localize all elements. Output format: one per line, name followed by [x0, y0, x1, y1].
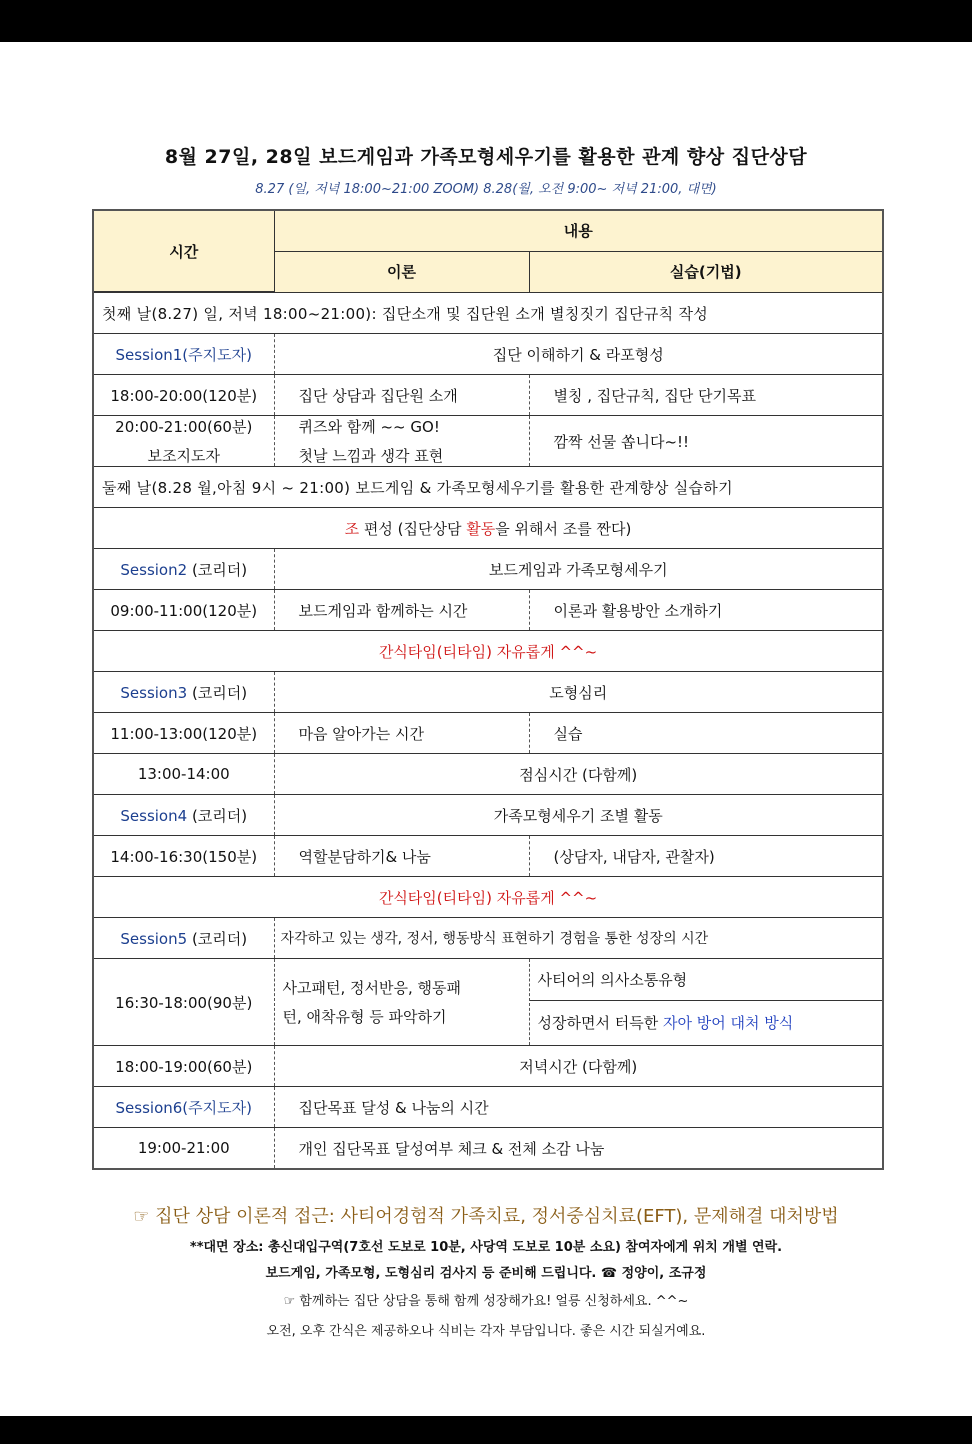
- table-row: [94, 1128, 882, 1169]
- row-practice: 실습: [529, 713, 882, 754]
- session6-label: Session6(주지도자): [94, 1087, 274, 1128]
- top-black-bar: [0, 0, 972, 42]
- row-time-line1: 20:00-21:00(60분): [115, 418, 253, 436]
- session4-title: 가족모형세우기 조별 활동: [274, 795, 882, 836]
- dinner-time: 18:00-19:00(60분): [94, 1046, 274, 1087]
- table-row: [94, 508, 882, 549]
- row-time: 16:30-18:00(90분): [94, 959, 274, 1046]
- row-time: 14:00-16:30(150분): [94, 836, 274, 877]
- header-content: 내용: [274, 211, 882, 251]
- session4-label: [94, 795, 274, 836]
- session1-label: Session1(주지도자): [94, 334, 274, 375]
- session2-title: 보드게임과 가족모형세우기: [274, 549, 882, 590]
- table-row: [94, 836, 882, 877]
- session1-title: 집단 이해하기 & 라포형성: [274, 334, 882, 375]
- table-row: [94, 292, 882, 334]
- table-row: [94, 334, 882, 375]
- practice2-highlight: 자아 방어 대처 방식: [662, 1013, 794, 1032]
- row-practice: 별칭 , 집단규칙, 집단 단기목표: [529, 375, 882, 416]
- session2-label: [94, 549, 274, 590]
- snack-time-2: 간식타임(티타임) 자유롭게 ^^~: [94, 877, 882, 918]
- row-practice-line1: 사티어의 의사소통유형: [530, 960, 883, 1001]
- table-row: [94, 590, 882, 631]
- venue-note: **대면 장소: 총신대입구역(7호선 도보로 10분, 사당역 도보로 10분 소요) 참여자에게 위치 개별 연락.: [189, 1240, 783, 1255]
- prep-note: 보드게임, 가족모형, 도형심리 검사지 등 준비해 드립니다. ☎ 정양이, 조규정: [265, 1266, 707, 1281]
- table-row: [94, 959, 882, 1046]
- table-row: [94, 1046, 882, 1087]
- lunch-text: 점심시간 (다함께): [274, 754, 882, 795]
- row-theory: 집단 상담과 집단원 소개: [274, 375, 529, 416]
- group-rest: 을 위해서 조를 짠다): [495, 519, 632, 538]
- table-row: [94, 795, 882, 836]
- session5-label: [94, 918, 274, 959]
- group-pre: 조: [344, 519, 360, 538]
- theory-approach: ☞ 집단 상담 이론적 접근: 사티어경험적 가족치료, 정서중심치료(EFT), 문제해결 대처방법: [133, 1206, 839, 1227]
- invite-note: ☞ 함께하는 집단 상담을 통해 함께 성장해가요! 얼릉 신청하세요. ^^~: [283, 1294, 689, 1309]
- header-practice: 실습(기법): [529, 251, 882, 292]
- row-theory: 마음 알아가는 시간: [274, 713, 529, 754]
- schedule-table: [92, 209, 884, 1170]
- table-row: [94, 631, 882, 672]
- session5-name: Session5: [120, 929, 188, 948]
- session5-title: 자각하고 있는 생각, 정서, 행동방식 표현하기 경험을 통한 성장의 시간: [274, 918, 882, 959]
- bottom-black-bar: [0, 1416, 972, 1444]
- row-theory-line1: 사고패턴, 정서반응, 행동패: [282, 979, 461, 997]
- row-practice: 이론과 활용방안 소개하기: [529, 590, 882, 631]
- group-activity: 활동: [466, 519, 496, 538]
- row-theory-line2: 첫날 느낌과 생각 표현: [298, 447, 444, 465]
- lunch-time: 13:00-14:00: [94, 754, 274, 795]
- row-theory-line2: 턴, 애착유형 등 파악하기: [282, 1008, 447, 1026]
- row-theory-line1: 퀴즈와 함께 ~~ GO!: [298, 418, 440, 436]
- session2-role: (코리더): [191, 560, 248, 579]
- session2-name: Session2: [120, 560, 188, 579]
- schedule-subtitle: 8.27 (일, 저녁 18:00~21:00 ZOOM) 8.28(월, 오전 9:00~ 저녁 21:00, 대면): [255, 182, 717, 197]
- session3-label: [94, 672, 274, 713]
- row-time: 09:00-11:00(120분): [94, 590, 274, 631]
- session5-role: (코리더): [191, 929, 248, 948]
- session3-title: 도형심리: [274, 672, 882, 713]
- meal-note: 오전, 오후 간식은 제공하오나 식비는 각자 부담입니다. 좋은 시간 되실거예요.: [266, 1324, 706, 1339]
- practice2-prefix: 성장하면서 터득한: [537, 1013, 663, 1032]
- header-theory: 이론: [274, 251, 529, 292]
- row-practice: 깜짝 선물 쏩니다~!!: [529, 416, 882, 467]
- row-time-line2: 보조지도자: [147, 447, 220, 465]
- header-time: 시간: [94, 211, 274, 292]
- row-practice: (상담자, 내담자, 관찰자): [529, 836, 882, 877]
- page-title: 8월 27일, 28일 보드게임과 가족모형세우기를 활용한 관계 향상 집단상담: [164, 146, 808, 168]
- table-row: [94, 549, 882, 590]
- table-row: [94, 713, 882, 754]
- row-time: 11:00-13:00(120분): [94, 713, 274, 754]
- row-practice-line2: [538, 1001, 875, 1045]
- day1-heading: 첫째 날(8.27) 일, 저녁 18:00~21:00): 집단소개 및 집단원 소개 별칭짓기 집단규칙 작성: [94, 292, 882, 334]
- group-formation: [94, 508, 882, 549]
- row-time: 18:00-20:00(120분): [94, 375, 274, 416]
- table-row: [94, 375, 882, 416]
- snack-time-1: 간식타임(티타임) 자유롭게 ^^~: [94, 631, 882, 672]
- table-row: [94, 1087, 882, 1128]
- row-practice: [529, 959, 882, 1046]
- table-row: [94, 672, 882, 713]
- table-row: [94, 467, 882, 508]
- table-row: [94, 918, 882, 959]
- session6-title: 집단목표 달성 & 나눔의 시간: [274, 1087, 882, 1128]
- table-row: [94, 416, 882, 467]
- row-theory: 역할분담하기& 나눔: [274, 836, 529, 877]
- group-mid: 편성 (집단상담: [359, 519, 467, 538]
- session3-name: Session3: [120, 683, 188, 702]
- day2-heading: 둘째 날(8.28 월,아침 9시 ~ 21:00) 보드게임 & 가족모형세우기를 활용한 관계향상 실습하기: [94, 467, 882, 508]
- row-time: 19:00-21:00: [94, 1128, 274, 1169]
- row-text: 개인 집단목표 달성여부 체크 & 전체 소감 나눔: [298, 1139, 605, 1158]
- session4-role: (코리더): [191, 806, 248, 825]
- table-header-row: [94, 211, 882, 251]
- session4-name: Session4: [120, 806, 188, 825]
- row-theory: 보드게임과 함께하는 시간: [274, 590, 529, 631]
- table-row: [94, 877, 882, 918]
- dinner-text: 저녁시간 (다함께): [274, 1046, 882, 1087]
- row-theory: [274, 416, 529, 467]
- row-theory: [274, 959, 529, 1046]
- session3-role: (코리더): [191, 683, 248, 702]
- table-row: [94, 754, 882, 795]
- row-time: [94, 416, 274, 467]
